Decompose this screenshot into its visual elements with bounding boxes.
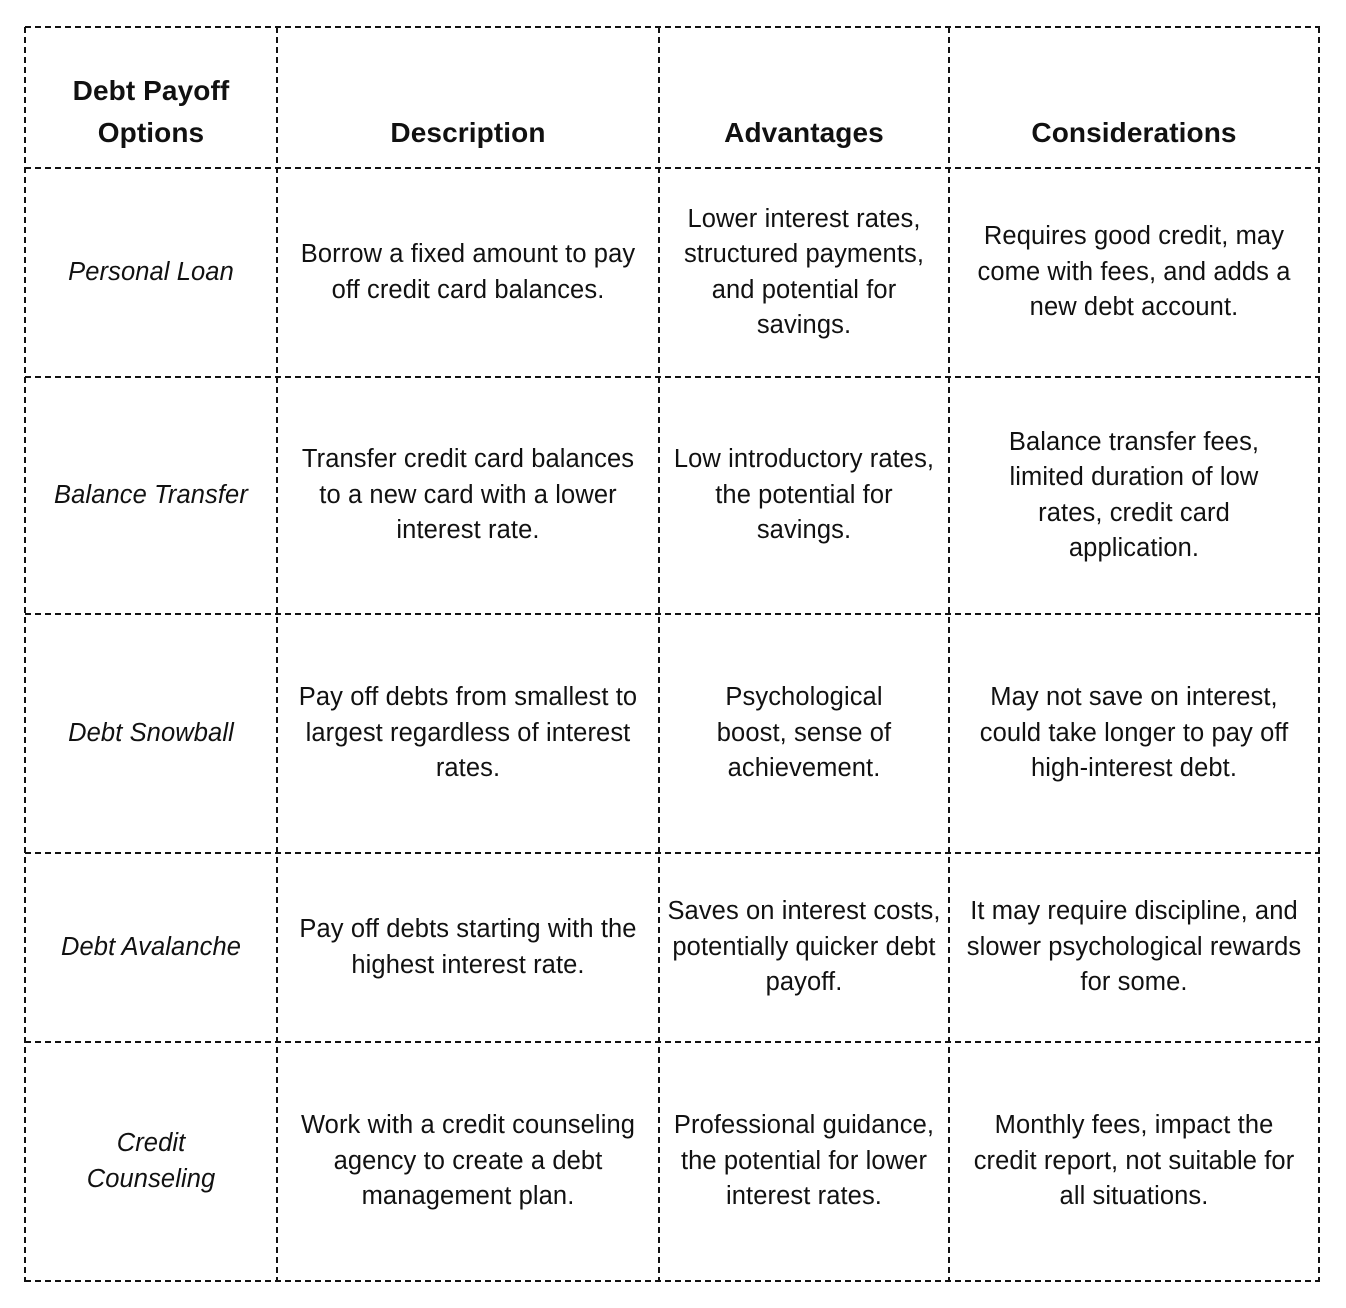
option-personal-loan: Personal Loan (68, 257, 234, 286)
advantages-cell: Saves on interest costs, potentially quicker debt payoff. (667, 897, 941, 997)
table-border-bottom (25, 1280, 1320, 1282)
option-balance-transfer: Balance Transfer (54, 480, 248, 509)
header-advantages: Advantages (724, 117, 884, 148)
option-debt-snowball: Debt Snowball (68, 718, 234, 747)
advantages-cell: Psychological boost, sense of achievement. (716, 683, 892, 783)
considerations-cell: Balance transfer fees, limited duration of low rates, credit card application. (1008, 427, 1260, 562)
considerations-cell: It may require discipline, and slower psychological rewards for some. (966, 897, 1302, 997)
header-considerations: Considerations (1031, 117, 1237, 148)
column-divider (276, 27, 278, 1282)
considerations-cell: Requires good credit, may come with fees, and adds a new debt account. (977, 222, 1291, 322)
description-cell: Borrow a fixed amount to pay off credit card balances. (300, 240, 636, 304)
header-debt-payoff-options: Debt Payoff Options (72, 75, 230, 148)
row-divider (25, 613, 1320, 615)
row-divider (25, 852, 1320, 854)
description-cell: Pay off debts from smallest to largest regardless of interest rates. (298, 683, 638, 783)
row-divider (25, 376, 1320, 378)
table-border-top (25, 26, 1320, 28)
debt-payoff-table (25, 27, 1319, 1281)
table-border-right (1318, 27, 1320, 1282)
header-description: Description (390, 117, 546, 148)
description-cell: Transfer credit card balances to a new card with a lower interest rate. (301, 445, 635, 545)
row-divider (25, 167, 1320, 169)
column-divider (948, 27, 950, 1282)
advantages-cell: Professional guidance, the potential for lower interest rates. (673, 1111, 935, 1211)
considerations-cell: Monthly fees, impact the credit report, not suitable for all situations. (973, 1111, 1295, 1211)
option-debt-avalanche: Debt Avalanche (60, 932, 242, 961)
description-cell: Pay off debts starting with the highest interest rate. (299, 915, 637, 979)
description-cell: Work with a credit counseling agency to create a debt management plan. (300, 1111, 636, 1211)
table-border-left (24, 27, 26, 1282)
advantages-cell: Lower interest rates, structured payments, and potential for savings. (683, 204, 925, 339)
option-credit-counseling: Credit Counseling (86, 1129, 216, 1193)
advantages-cell: Low introductory rates, the potential for savings. (673, 445, 935, 545)
considerations-cell: May not save on interest, could take longer to pay off high-interest debt. (979, 683, 1289, 783)
row-divider (25, 1041, 1320, 1043)
column-divider (658, 27, 660, 1282)
